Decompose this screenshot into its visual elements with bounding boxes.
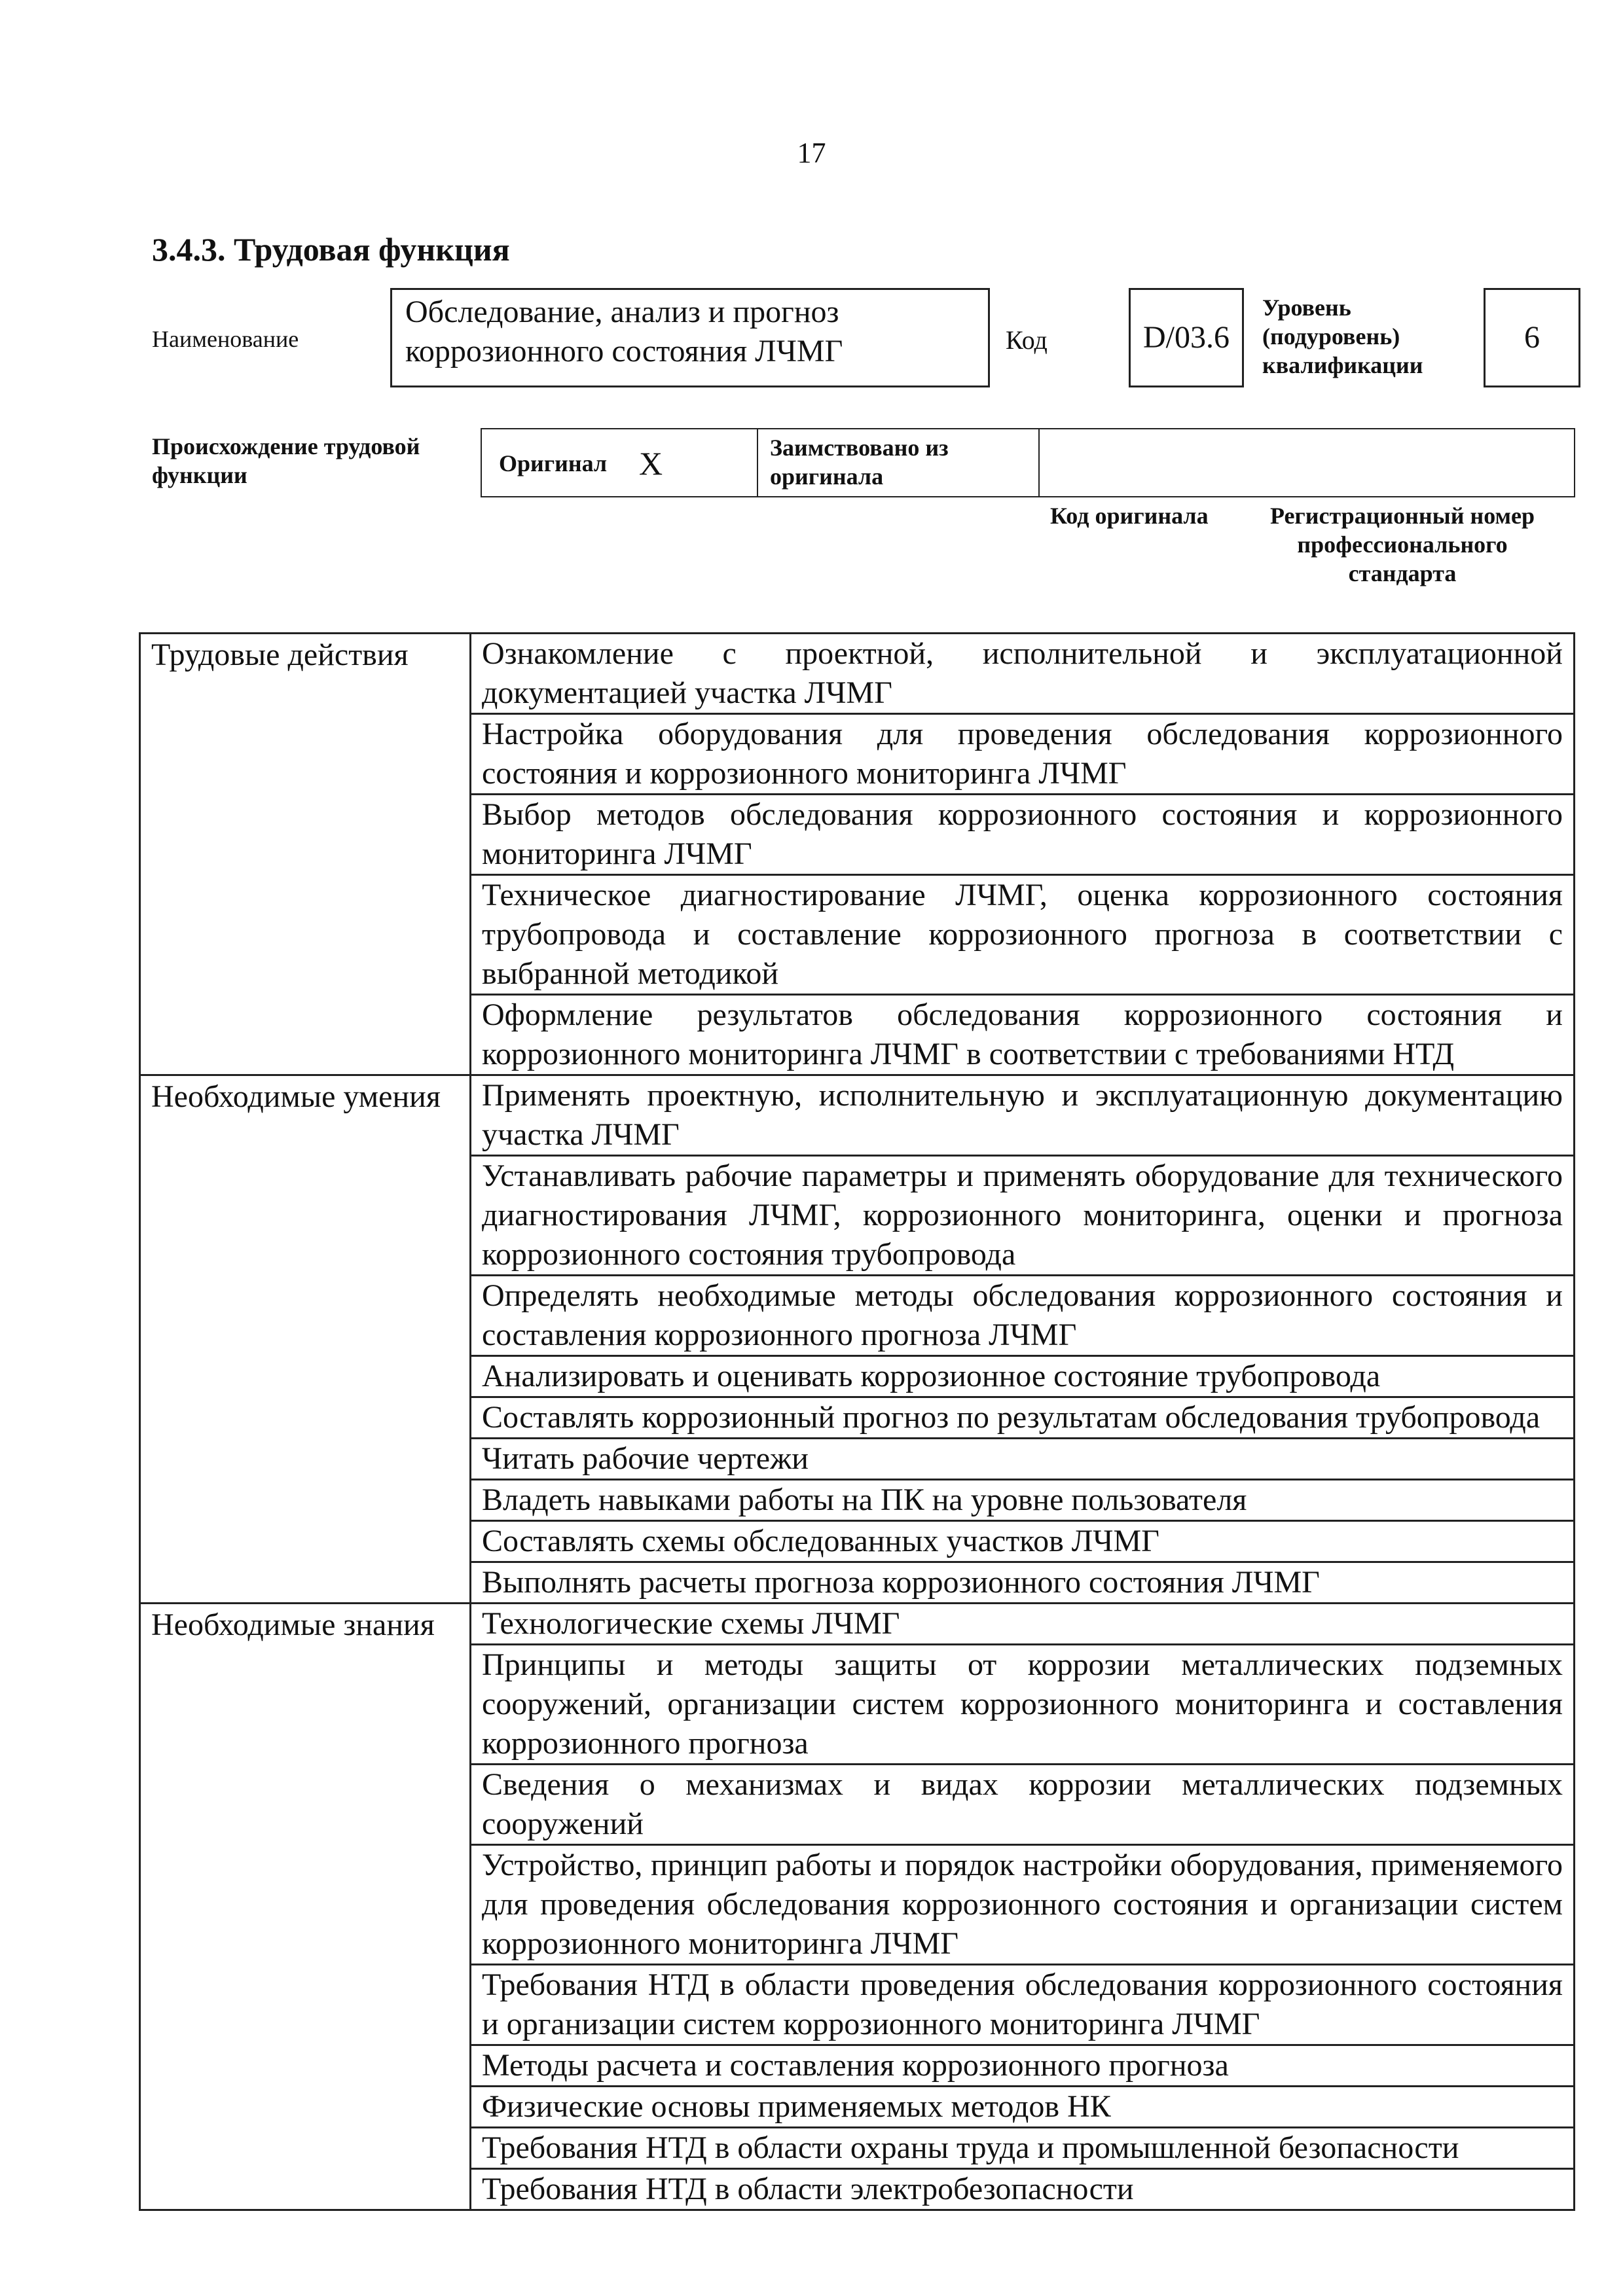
table-cell: Выполнять расчеты прогноза коррозионного состояния ЛЧМГ [471, 1562, 1575, 1604]
table-cell: Составлять коррозионный прогноз по результатам обследования трубопровода [471, 1397, 1575, 1439]
table-cell: Техническое диагностирование ЛЧМГ, оценка коррозионного состояния трубопровода и составление коррозионного прогноза в соответствии с выбранной методикой [471, 875, 1575, 995]
level-value: 6 [1524, 320, 1540, 355]
function-table [139, 632, 1575, 2211]
category-cell: Трудовые действия [140, 634, 471, 1075]
original-mark: X [639, 445, 663, 482]
page-number: 17 [797, 137, 826, 169]
table-row [140, 1604, 1575, 1645]
table-row [140, 634, 1575, 714]
origin-box [481, 428, 1575, 497]
code-value: D/03.6 [1143, 320, 1230, 355]
table-cell: Составлять схемы обследованных участков ЛЧМГ [471, 1521, 1575, 1562]
table-cell: Применять проектную, исполнительную и эксплуатационную документацию участка ЛЧМГ [471, 1075, 1575, 1156]
table-cell: Читать рабочие чертежи [471, 1439, 1575, 1480]
code-label: Код [1006, 325, 1048, 355]
origin-divider-1 [757, 429, 758, 496]
name-value-box [390, 288, 990, 387]
table-cell: Требования НТД в области проведения обследования коррозионного состояния и организации систем коррозионного мониторинга ЛЧМГ [471, 1965, 1575, 2045]
table-cell: Сведения о механизмах и видах коррозии металлических подземных сооружений [471, 1765, 1575, 1845]
name-label: Наименование [152, 326, 299, 352]
table-cell: Настройка оборудования для проведения обследования коррозионного состояния и коррозионного мониторинга ЛЧМГ [471, 714, 1575, 795]
borrowed-label: Заимствовано из оригинала [770, 435, 949, 490]
table-cell: Владеть навыками работы на ПК на уровне пользователя [471, 1480, 1575, 1521]
table-cell: Анализировать и оценивать коррозионное состояние трубопровода [471, 1356, 1575, 1397]
category-cell: Необходимые умения [140, 1075, 471, 1604]
reg-number-caption: Регистрационный номер профессионального стандарта [1269, 503, 1535, 586]
table-cell: Устанавливать рабочие параметры и применять оборудование для технического диагностирования ЛЧМГ, коррозионного мониторинга, оценки и прогноза коррозионного состояния трубопровода [471, 1156, 1575, 1276]
name-value: Обследование, анализ и прогноз коррозионного состояния ЛЧМГ [405, 295, 843, 368]
table-cell: Требования НТД в области охраны труда и промышленной безопасности [471, 2128, 1575, 2169]
code-value-box [1129, 288, 1244, 387]
table-cell: Определять необходимые методы обследования коррозионного состояния и составления коррозионного прогноза ЛЧМГ [471, 1276, 1575, 1356]
table-cell: Физические основы применяемых методов НК [471, 2087, 1575, 2128]
section-title: 3.4.3. Трудовая функция [152, 231, 510, 268]
table-cell: Требования НТД в области электробезопасности [471, 2169, 1575, 2210]
table-cell: Принципы и методы защиты от коррозии металлических подземных сооружений, организации систем коррозионного мониторинга и составления коррозионного прогноза [471, 1645, 1575, 1765]
table-cell: Оформление результатов обследования коррозионного состояния и коррозионного мониторинга ЛЧМГ в соответствии с требованиями НТД [471, 995, 1575, 1075]
original-label: Оригинал [499, 450, 608, 476]
table-cell: Выбор методов обследования коррозионного состояния и коррозионного мониторинга ЛЧМГ [471, 795, 1575, 875]
level-label: Уровень (подуровень) квалификации [1262, 295, 1423, 378]
origin-label: Происхождение трудовой функции [152, 433, 420, 488]
category-cell: Необходимые знания [140, 1604, 471, 2210]
table-cell: Технологические схемы ЛЧМГ [471, 1604, 1575, 1645]
table-cell: Ознакомление с проектной, исполнительной и эксплуатационной документацией участка ЛЧМГ [471, 634, 1575, 714]
origin-divider-2 [1038, 429, 1040, 496]
table-cell: Устройство, принцип работы и порядок настройки оборудования, применяемого для проведения обследования коррозионного состояния и организации систем коррозионного мониторинга ЛЧМГ [471, 1845, 1575, 1965]
table-row [140, 1075, 1575, 1156]
table-cell: Методы расчета и составления коррозионного прогноза [471, 2045, 1575, 2087]
code-original-caption: Код оригинала [1050, 503, 1209, 529]
level-value-box [1484, 288, 1580, 387]
